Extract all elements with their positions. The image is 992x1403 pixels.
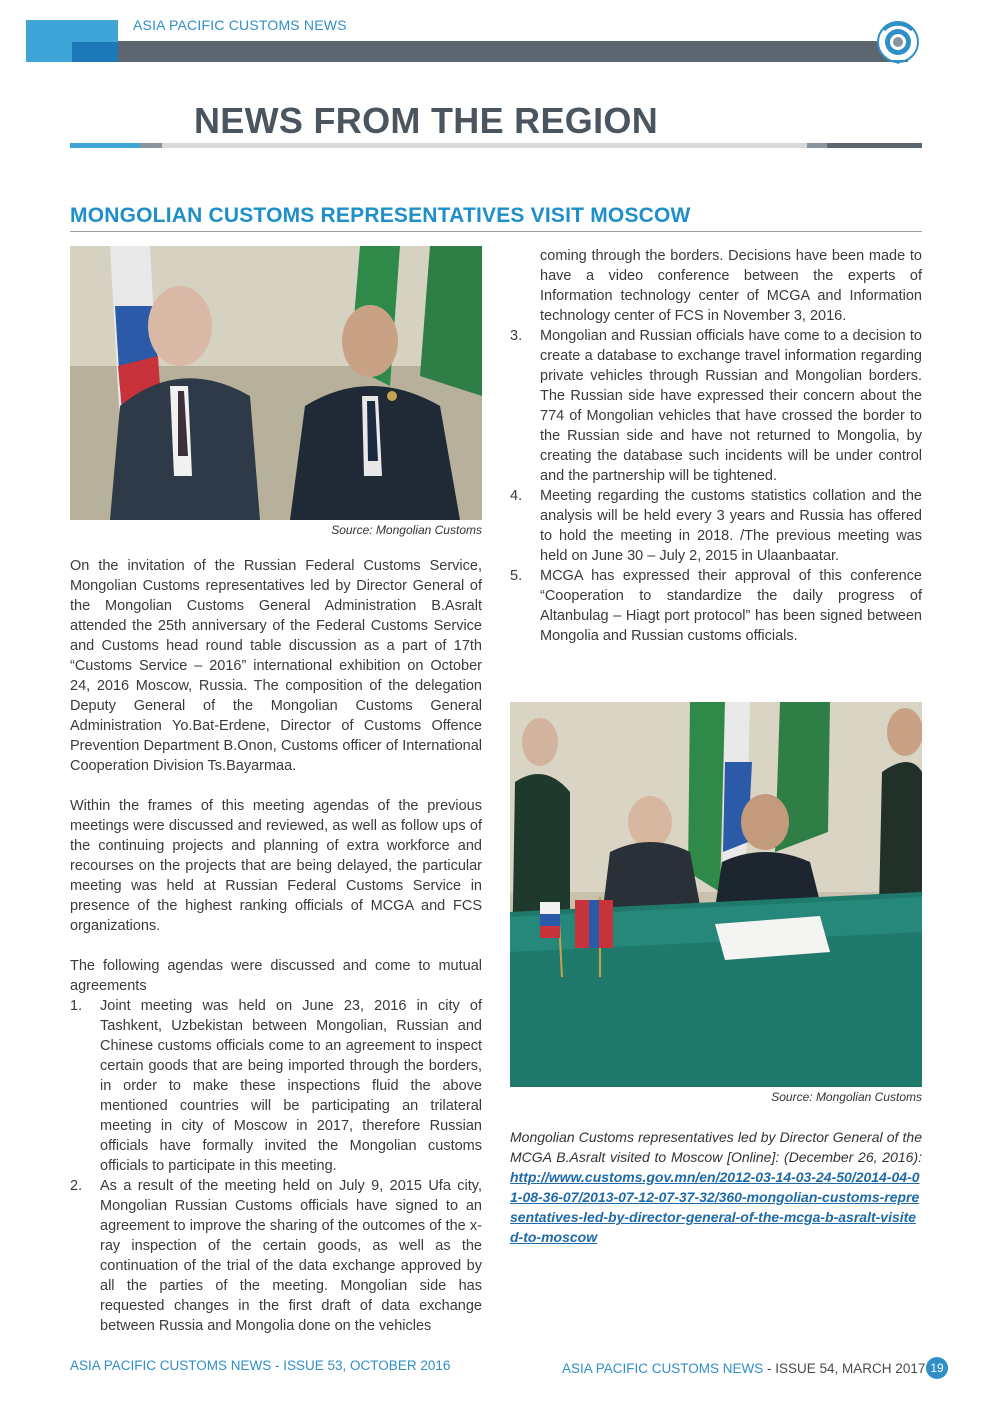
agenda-paragraph: Within the frames of this meeting agendas of the previous meetings were discussed and reviewed, as well as follow ups of the continuing projects and planning of extra workforce and recourses on the projects that are being delayed, the particular meeting was held at Russian Federal Customs Service in presence of the highest ranking officials of MCGA and FCS organizations.: [70, 798, 482, 934]
list-item-number: 4.: [510, 488, 523, 504]
figure-caption-text: Mongolian Customs representatives led by Director General of the MCGA B.Asralt visited to Moscow [Online]: (December 26, 2016):: [510, 1129, 922, 1165]
page-title: NEWS FROM THE REGION: [194, 100, 658, 141]
right-column: [510, 246, 922, 646]
footer-publication: ASIA PACIFIC CUSTOMS NEWS: [562, 1361, 764, 1376]
list-item: [70, 996, 482, 1176]
agreements-list: [70, 996, 482, 1336]
photo-signing-ceremony: [510, 702, 922, 1087]
header-publication-title: ASIA PACIFIC CUSTOMS NEWS: [133, 17, 347, 33]
footer-issue-left: ASIA PACIFIC CUSTOMS NEWS - ISSUE 53, OCTOBER 2016: [70, 1358, 451, 1373]
title-rule: [70, 143, 922, 148]
list-item-number: 3.: [510, 328, 523, 344]
list-item-text: Mongolian and Russian officials have come to a decision to create a database to exchange travel information regarding private vehicles through Russian and Mongolian borders. The Russian side have expressed their concern about the 774 of Mongolian vehicles that have crossed the border to the Russian side and have not returned to Mongolia, by creating the database such incidents will be under control and the partnership will be tightened.: [540, 328, 922, 484]
left-column: [70, 556, 482, 1336]
agreements-list-continued: [510, 246, 922, 646]
figure-caption: [510, 1127, 922, 1247]
footer-issue-right: [562, 1361, 925, 1376]
list-item-text: Joint meeting was held on June 23, 2016 in city of Tashkent, Uzbekistan between Mongolian, Russian and Chinese customs officials come to an agreement to inspect certain goods that are being imported through the borders, in order to make these inspections fluid the above mentioned countries will be participating an trilateral meeting in city of Moscow in 2017, therefore Russian officials have formally invited the Mongolian customs officials to participate in this meeting.: [100, 998, 482, 1174]
list-item: [510, 326, 922, 486]
header-accent-block-dark: [72, 42, 118, 62]
list-item-number: 5.: [510, 568, 523, 584]
list-item-text: coming through the borders. Decisions have been made to have a video conference between the experts of Information technology center of MCGA and Information technology center of FCS in November 3, 2016.: [540, 248, 922, 324]
wco-logo-icon: [876, 20, 920, 64]
list-item: [510, 566, 922, 646]
list-item: [510, 486, 922, 566]
list-item-continued: [510, 246, 922, 326]
list-item-text: Meeting regarding the customs statistics collation and the analysis will be held every 3 years and Russia has offered to hold the meeting in 2018. /The previous meeting was held on June 30 – July 2, 2015 in Ulaanbaatar.: [540, 488, 922, 564]
photo-source-caption: Source: Mongolian Customs: [331, 523, 482, 537]
list-item-number: 1.: [70, 998, 83, 1014]
photo-officials-meeting: [70, 246, 482, 520]
header-bar: [118, 41, 908, 62]
footer-issue: - ISSUE 54, MARCH 2017: [763, 1361, 926, 1376]
agreements-intro: The following agendas were discussed and come to mutual agreements: [70, 958, 482, 994]
list-item-number: 2.: [70, 1178, 83, 1194]
source-link[interactable]: http://www.customs.gov.mn/en/2012-03-14-03-24-50/2014-04-01-08-36-07/2013-07-12-07-37-32/360-mongolian-customs-representatives-led-by-director-general-of-the-mcga-b-asralt-visited-to-moscow: [510, 1169, 920, 1245]
list-item: [70, 1176, 482, 1336]
photo-source-caption: Source: Mongolian Customs: [771, 1090, 922, 1104]
intro-paragraph: On the invitation of the Russian Federal Customs Service, Mongolian Customs representatives led by Director General of the Mongolian Customs General Administration B.Asralt attended the 25th anniversary of the Federal Customs Service and Customs head round table discussion as a part of 17th “Customs Service – 2016” international exhibition on October 24, 2016 Moscow, Russia. The composition of the delegation Deputy General of the Mongolian Customs General Administration Yo.Bat-Erdene, Director of Customs Offence Prevention Department B.Onon, Customs officer of International Cooperation Division Ts.Bayarmaa.: [70, 558, 482, 774]
article-title: MONGOLIAN CUSTOMS REPRESENTATIVES VISIT MOSCOW: [70, 204, 691, 227]
article-title-rule: [70, 231, 922, 232]
page-number: 19: [926, 1357, 948, 1379]
list-item-text: As a result of the meeting held on July 9, 2015 Ufa city, Mongolian Russian Customs officials have signed to an agreement to improve the sharing of the outcomes of the x-ray inspection of the certain goods, as well as the continuation of the trial of the data exchange approved by all the parties of the meeting. Mongolian side has requested changes in the first draft of data exchange between Russia and Mongolia done on the vehicles: [100, 1178, 482, 1334]
list-item-text: MCGA has expressed their approval of this conference “Cooperation to standardize the daily progress of Altanbulag – Hiagt port protocol” has been signed between Mongolia and Russian customs officials.: [540, 568, 922, 644]
